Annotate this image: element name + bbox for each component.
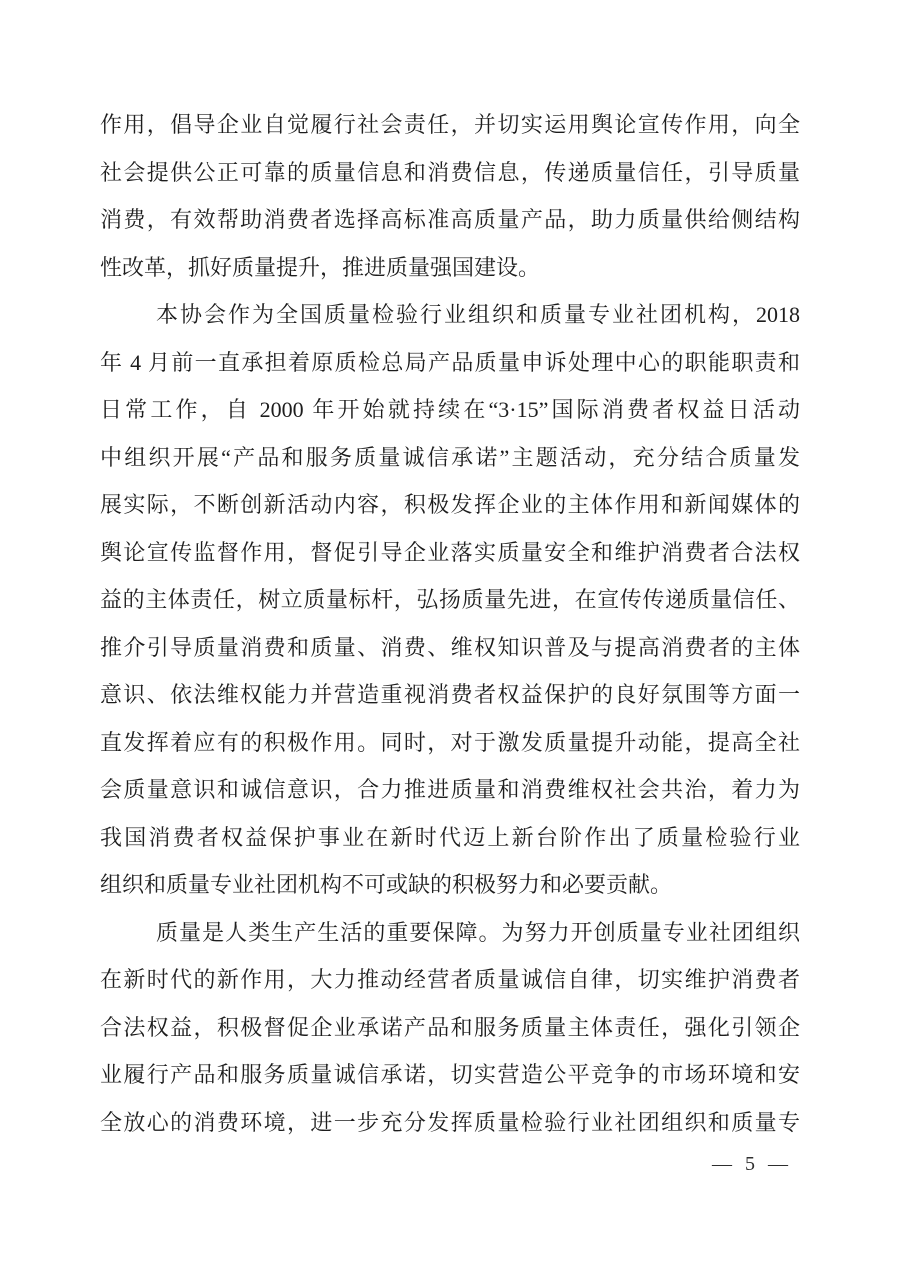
text-line: 业履行产品和服务质量诚信承诺，切实营造公平竞争的市场环境和安 xyxy=(100,1062,800,1087)
text-line: 全放心的消费环境，进一步充分发挥质量检验行业社团组织和质量专 xyxy=(100,1109,800,1135)
text-line: 推介引导质量消费和质量、消费、维权知识普及与提高消费者的主体 xyxy=(100,634,800,660)
text-line: 年 4 月前一直承担着原质检总局产品质量申诉处理中心的职能职责和 xyxy=(100,349,800,375)
text-line: 中组织开展“产品和服务质量诚信承诺”主题活动，充分结合质量发 xyxy=(100,444,800,470)
paragraph-quality-importance xyxy=(100,909,800,1147)
text-line: 社会提供公正可靠的质量信息和消费信息，传递质量信任，引导质量 xyxy=(100,159,800,185)
text-line: 本协会作为全国质量检验行业组织和质量专业社团机构，2018 xyxy=(156,302,800,327)
text-line: 意识、依法维权能力并营造重视消费者权益保护的良好氛围等方面一 xyxy=(100,682,800,707)
paragraph-continuation xyxy=(100,101,800,291)
paragraph-association-role xyxy=(100,291,800,909)
text-line: 组织和质量专业社团机构不可或缺的积极努力和必要贡献。 xyxy=(100,872,673,897)
text-line: 舆论宣传监督作用，督促引导企业落实质量安全和维护消费者合法权 xyxy=(100,539,800,565)
text-line: 日常工作，自 2000 年开始就持续在“3·15”国际消费者权益日活动 xyxy=(100,397,800,422)
text-line: 合法权益，积极督促企业承诺产品和服务质量主体责任，强化引领企 xyxy=(100,1014,800,1040)
document-body xyxy=(100,101,800,1146)
text-line: 质量是人类生产生活的重要保障。为努力开创质量专业社团组织 xyxy=(156,919,800,945)
text-line: 在新时代的新作用，大力推动经营者质量诚信自律，切实维护消费者 xyxy=(100,967,800,992)
text-line: 性改革，抓好质量提升，推进质量强国建设。 xyxy=(100,254,541,280)
text-line: 展实际，不断创新活动内容，积极发挥企业的主体作用和新闻媒体的 xyxy=(100,492,800,517)
text-line: 会质量意识和诚信意识，合力推进质量和消费维权社会共治，着力为 xyxy=(100,777,800,802)
text-line: 直发挥着应有的积极作用。同时，对于激发质量提升动能，提高全社 xyxy=(100,729,800,755)
text-line: 消费，有效帮助消费者选择高标准高质量产品，助力质量供给侧结构 xyxy=(100,207,800,232)
text-line: 作用，倡导企业自觉履行社会责任，并切实运用舆论宣传作用，向全 xyxy=(100,112,800,137)
text-line: 益的主体责任，树立质量标杆，弘扬质量先进，在宣传传递质量信任、 xyxy=(100,587,800,612)
page-number: — 5 — xyxy=(712,1153,792,1175)
text-line: 我国消费者权益保护事业在新时代迈上新台阶作出了质量检验行业 xyxy=(100,824,800,850)
